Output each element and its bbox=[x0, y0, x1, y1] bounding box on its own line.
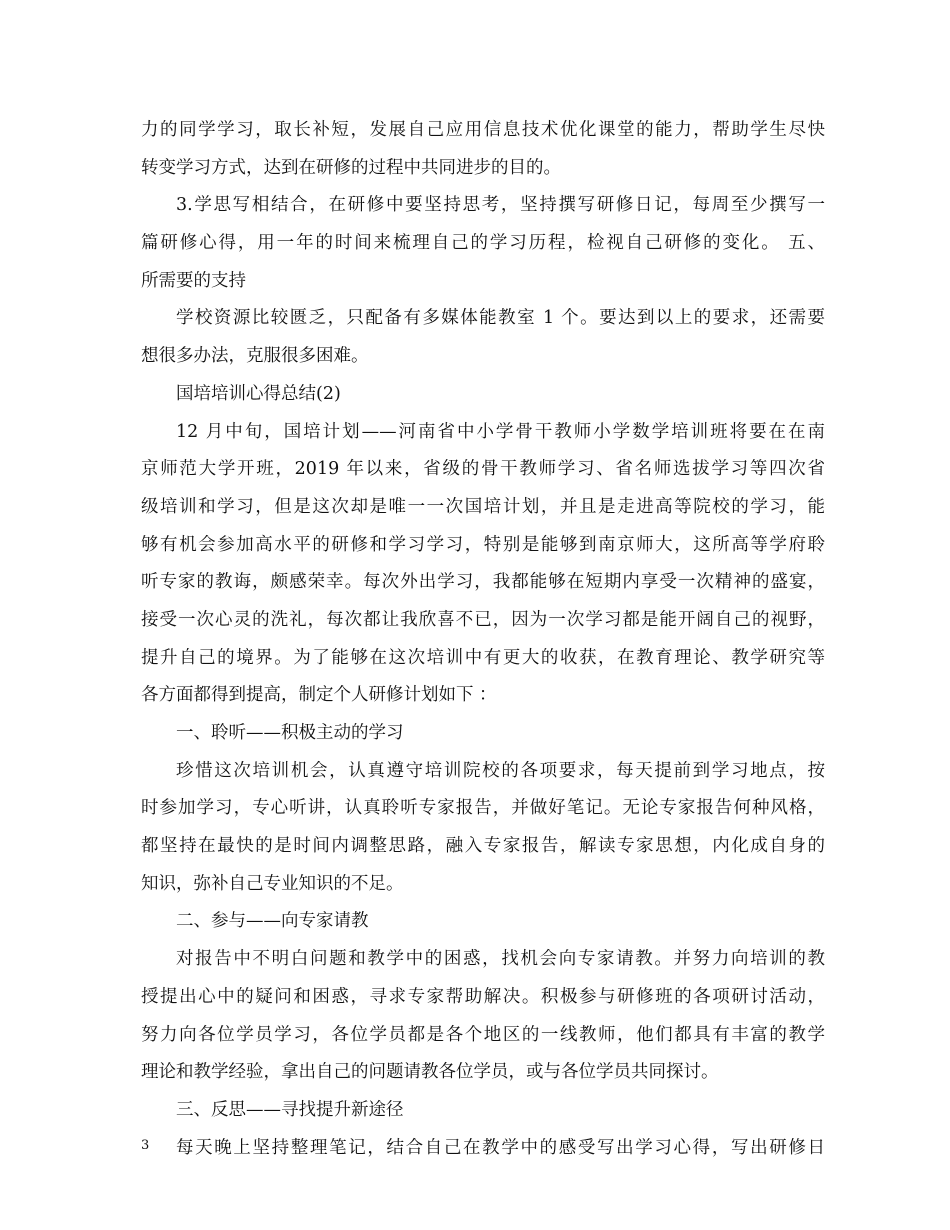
text-line: 每天晚上坚持整理笔记，结合自己在教学中的感受写出学习心得，写出研修日 bbox=[176, 1137, 825, 1158]
text-line: 接受一次心灵的洗礼，每次都让我欣喜不已，因为一次学习都是能开阔自己的视野， bbox=[141, 609, 825, 630]
text-line: 各方面都得到提高，制定个人研修计划如下 ： bbox=[141, 685, 497, 706]
text-line: 想很多办法，克服很多困难。 bbox=[141, 346, 369, 367]
section-heading: 一、聆听——积极主动的学习 bbox=[176, 723, 404, 743]
document-title: 国培培训心得总结(2) bbox=[176, 383, 341, 404]
text-line: 京师范大学开班，2019 年以来，省级的骨干教师学习、省名师选拔学习等四次省 bbox=[141, 459, 825, 480]
section-heading: 三、反思——寻找提升新途径 bbox=[176, 1099, 404, 1120]
section-heading: 二、参与——向专家请教 bbox=[176, 911, 369, 932]
text-line: 够有机会参加高水平的研修和学习学习，特别是能够到南京师大，这所高等学府聆 bbox=[141, 534, 825, 555]
text-line: 力的同学学习，取长补短，发展自己应用信息技术优化课堂的能力，帮助学生尽快 bbox=[141, 120, 825, 140]
text-line: 3.学思写相结合，在研修中要坚持思考，坚持撰写研修日记，每周至少撰写一 bbox=[176, 195, 825, 216]
section-heading: 所需要的支持 bbox=[141, 270, 246, 291]
text-line: 篇研修心得，用一年的时间来梳理自己的学习历程，检视自己研修的变化。 五、 bbox=[141, 233, 825, 254]
text-line: 12 月中旬，国培计划——河南省中小学骨干教师小学数学培训班将要在在南 bbox=[176, 421, 825, 442]
text-line: 时参加学习，专心听讲，认真聆听专家报告，并做好笔记。无论专家报告何种风格， bbox=[141, 798, 825, 819]
text-line: 学校资源比较匮乏，只配备有多媒体能教室 1 个。要达到以上的要求，还需要 bbox=[176, 308, 825, 329]
text-line: 对报告中不明白问题和教学中的困惑，找机会向专家请教。并努力向培训的教 bbox=[176, 949, 825, 970]
text-line: 授提出心中的疑问和困惑，寻求专家帮助解决。积极参与研修班的各项研讨活动， bbox=[141, 986, 825, 1007]
text-line: 听专家的教诲，颇感荣幸。每次外出学习，我都能够在短期内享受一次精神的盛宴， bbox=[141, 572, 825, 593]
text-line: 都坚持在最快的是时间内调整思路，融入专家报告，解读专家思想，内化成自身的 bbox=[141, 836, 825, 857]
text-line: 提升自己的境界。为了能够在这次培训中有更大的收获，在教育理论、教学研究等 bbox=[141, 647, 825, 668]
text-line: 理论和教学经验，拿出自己的问题请教各位学员，或与各位学员共同探讨。 bbox=[141, 1062, 719, 1083]
document-body bbox=[141, 112, 825, 1167]
text-line: 努力向各位学员学习，各位学员都是各个地区的一线教师，他们都具有丰富的教学 bbox=[141, 1024, 825, 1045]
page-number: 3 bbox=[141, 1138, 150, 1153]
text-line: 珍惜这次培训机会，认真遵守培训院校的各项要求，每天提前到学习地点，按 bbox=[176, 760, 825, 781]
text-line: 知识，弥补自己专业知识的不足。 bbox=[141, 873, 404, 894]
text-line: 转变学习方式，达到在研修的过程中共同进步的目的。 bbox=[141, 157, 561, 178]
text-line: 级培训和学习，但是这次却是唯一一次国培计划，并且是走进高等院校的学习，能 bbox=[141, 496, 825, 517]
